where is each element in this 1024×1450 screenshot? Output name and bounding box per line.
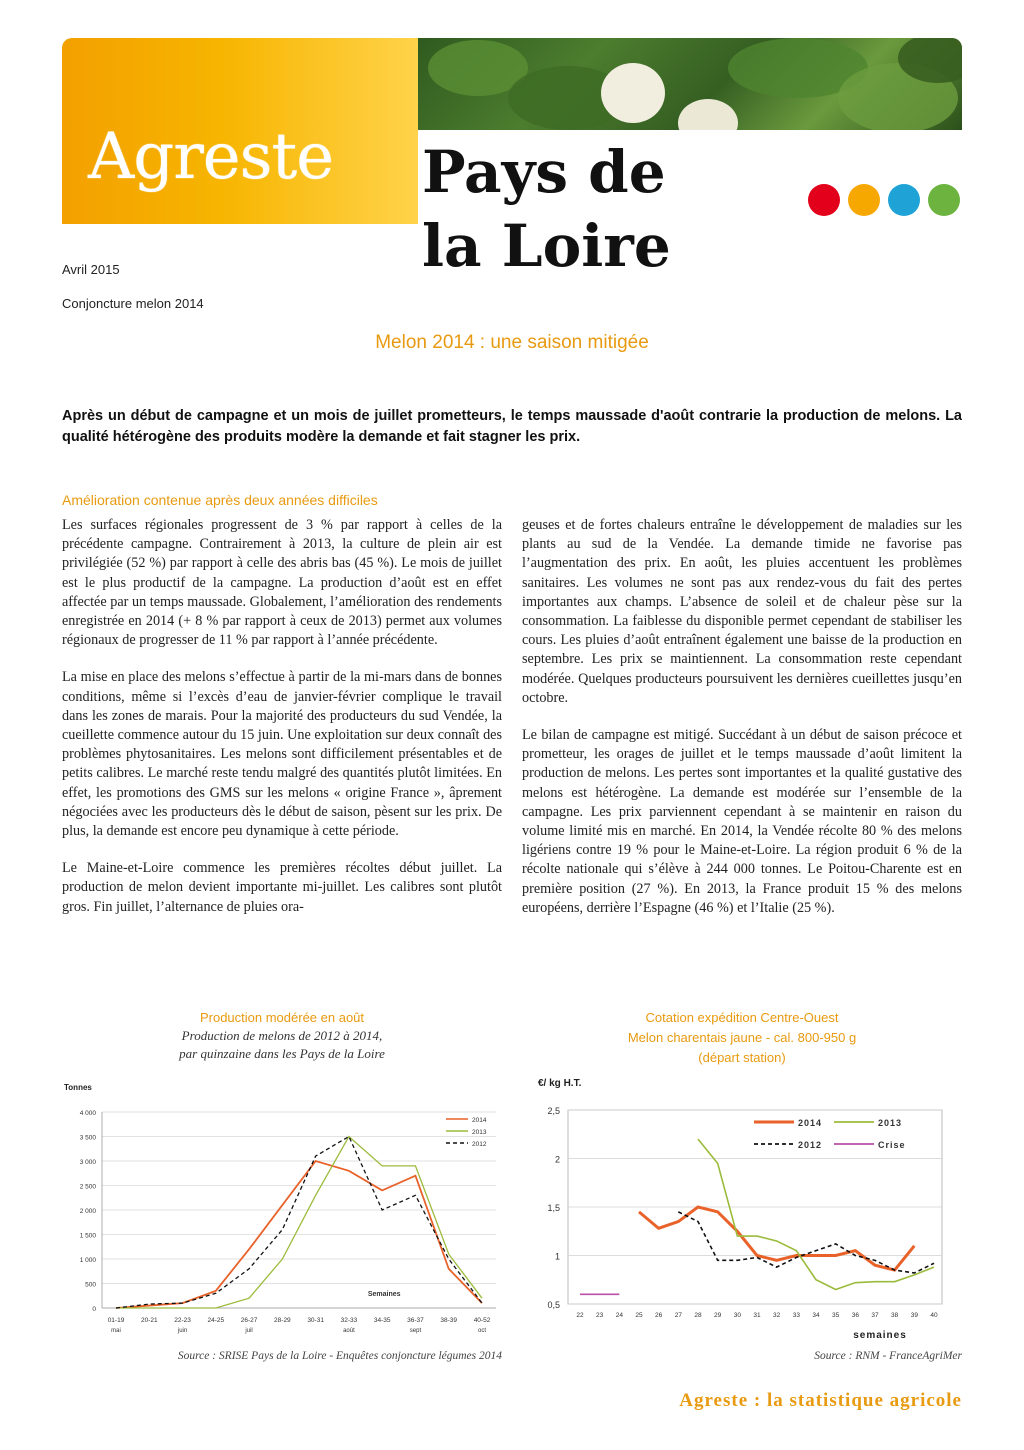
x-tick-label: 38-39 — [440, 1317, 458, 1324]
x-tick-label: 40 — [930, 1312, 938, 1319]
y-tick-label: 2,5 — [547, 1106, 560, 1116]
chart1-subtitle-line1: Production de melons de 2012 à 2014, — [181, 1028, 383, 1043]
header-photo — [418, 38, 962, 130]
x-tick-label: 01-19 — [107, 1317, 125, 1324]
x-tick-label: 39 — [910, 1312, 918, 1319]
article-title: Melon 2014 : une saison mitigée — [375, 332, 649, 353]
footer-tagline: Agreste : la statistique agricole — [679, 1390, 962, 1411]
x-tick-label: 32-33 — [340, 1317, 358, 1324]
blue-dot-icon — [888, 184, 920, 216]
series-line-2013 — [116, 1137, 482, 1309]
chart2-subtitle-line1: Melon charentais jaune - cal. 800-950 g — [627, 1030, 857, 1045]
x-tick-label: 22 — [576, 1312, 584, 1319]
x-tick-label: 23 — [596, 1312, 604, 1319]
x-tick-label: 26 — [655, 1312, 663, 1319]
x-tick-label: 30-31 — [307, 1317, 324, 1324]
x-tick-label: 28 — [694, 1312, 702, 1319]
document-topic: Conjoncture melon 2014 — [62, 296, 204, 311]
x-tick-label: 34 — [812, 1312, 820, 1319]
chart2-subtitle-line2: (départ station) — [698, 1050, 786, 1065]
x-month-label: juil — [245, 1328, 253, 1334]
y-axis-label: €/ kg H.T. — [538, 1078, 582, 1089]
paragraph: Le Maine-et-Loire commence les premières récoltes début juillet. La production de melon devient importante mi-juillet. Les calibres sont plutôt gros. Fin juillet, l’alternance de pluies ora- — [62, 860, 502, 915]
legend-label: 2013 — [472, 1129, 487, 1136]
y-tick-label: 2 000 — [79, 1208, 96, 1215]
x-tick-label: 29 — [714, 1312, 722, 1319]
x-tick-label: 40-52 — [473, 1317, 491, 1324]
x-tick-label: 24-25 — [207, 1317, 225, 1324]
green-dot-icon — [928, 184, 960, 216]
article-lead: Après un début de campagne et un mois de juillet prometteurs, le temps maussade d'août contrarie la production de melons. La qualité hétérogène des produits modère la demande et fait stagner les prix. — [62, 408, 962, 445]
x-tick-label: 26-27 — [240, 1317, 258, 1324]
orange-dot-icon — [848, 184, 880, 216]
agreste-logo: Agreste — [88, 120, 334, 194]
x-tick-label: 36-37 — [407, 1317, 424, 1324]
paragraph: geuses et de fortes chaleurs entraîne le développement de maladies sur les plants au sud de la Vendée. La demande timide ne favorise pas l’augmentation des prix. En août, les pluies accentuent les problèmes sanitaires. Les volumes ne sont pas aux rendez-vous du fait des pertes importantes aux champs. L’absence de soleil et de chaleur pèse sur la consommation. La faiblesse du disponible permet cependant de stabiliser les cours. Les pluies d’août entraînent également une baisse de la production en septembre. Les prix se maintiennent. La consommation reste cependant modérée. Quelques producteurs poursuivent les dernières cueillettes jusqu’en octobre. — [522, 517, 962, 706]
legend-label: 2013 — [878, 1118, 903, 1128]
red-dot-icon — [808, 184, 840, 216]
series-line-2012 — [116, 1137, 482, 1309]
y-tick-label: 3 500 — [79, 1134, 96, 1142]
text-column-left — [62, 516, 502, 935]
y-axis-label: Tonnes — [64, 1083, 92, 1092]
price-line-chart — [522, 1072, 972, 1344]
x-tick-label: 37 — [871, 1312, 879, 1319]
x-tick-label: 20-21 — [140, 1317, 158, 1324]
x-axis-label: Semaines — [367, 1291, 401, 1298]
chart2-source: Source : RNM - FranceAgriMer — [814, 1350, 962, 1362]
y-tick-label: 0,5 — [547, 1300, 560, 1310]
x-tick-label: 27 — [674, 1312, 682, 1319]
x-tick-label: 38 — [891, 1312, 899, 1319]
legend-label: 2014 — [798, 1118, 823, 1128]
y-tick-label: 1 000 — [79, 1257, 96, 1264]
y-tick-label: 500 — [85, 1281, 96, 1289]
x-tick-label: 22-23 — [174, 1317, 191, 1324]
x-tick-label: 34-35 — [373, 1317, 391, 1324]
x-tick-label: 31 — [753, 1312, 761, 1319]
paragraph: La mise en place des melons s’effectue à partir de la mi-mars dans de bonnes conditions, même si l’excès d’eau de janvier-février complique le travail dans les zones de marais. Pour la majorité des producteurs du sud Vendée, la cueillette commence autour du 15 juin. Une exploitation sur deux connaît des problèmes phytosanitaires. Les melons sont difficilement présentables et de petits calibres. Le marché reste tendu malgré des quantités plutôt limitées. En effet, les promotions des GMS sur les melons « origine France », âprement négociées avec les producteurs dès le début de saison, pèsent sur les prix. De plus, la demande est encore peu dynamique à cette période. — [62, 669, 502, 840]
chart2-title: Cotation expédition Centre-Ouest — [645, 1010, 839, 1025]
y-tick-label: 1 500 — [79, 1232, 96, 1240]
x-month-label: juin — [177, 1328, 188, 1334]
paragraph: Le bilan de campagne est mitigé. Succédant à un début de saison précoce et prometteur, les orages de juillet et le temps maussade d’août limitent la production de melons. Les pertes sont importantes et la qualité gustative des melons est hétérogène. La demande est modérée sur l’ensemble de la campagne. Les prix parviennent cependant à se maintenir en raison du volume limité mis en marché. En 2014, la Vendée récolte 80 % des melons ligériens contre 19 % pour le Maine-et-Loire. La région produit 6 % de la récolte nationale qui s’élève à 244 000 tonnes. Le Poitou-Charente est en première position (27 %). En 2013, la France produit 15 % des melons européens, derrière l’Espagne (46 %) et l’Italie (25 %). — [522, 727, 962, 916]
x-tick-label: 28-29 — [274, 1317, 291, 1324]
x-tick-label: 36 — [851, 1312, 859, 1319]
publication-date: Avril 2015 — [62, 262, 120, 277]
legend-label: 2012 — [798, 1140, 823, 1150]
legend-label: 2014 — [472, 1117, 487, 1124]
text-column-right — [522, 516, 962, 936]
legend-label: Crise — [878, 1140, 906, 1150]
x-month-label: oct — [477, 1328, 487, 1334]
production-line-chart — [56, 1072, 506, 1344]
chart1-source: Source : SRISE Pays de la Loire - Enquêtes conjoncture légumes 2014 — [177, 1350, 502, 1362]
x-axis-label: semaines — [853, 1330, 907, 1341]
x-tick-label: 30 — [733, 1312, 741, 1319]
y-tick-label: 0 — [92, 1306, 96, 1313]
y-tick-label: 1 — [554, 1251, 560, 1262]
y-tick-label: 1,5 — [547, 1203, 560, 1213]
x-tick-label: 35 — [832, 1312, 840, 1319]
x-month-label: sept — [409, 1328, 422, 1334]
x-tick-label: 24 — [615, 1312, 623, 1319]
melon-field-image — [418, 38, 962, 130]
region-title-line1: Pays de — [422, 138, 666, 206]
legend-label: 2012 — [472, 1141, 487, 1148]
paragraph: Les surfaces régionales progressent de 3 % par rapport à celles de la précédente campagne. Contrairement à 2013, la culture de plein air est privilégiée (52 %) par rapport à celle des abris bas (45 %). Le mois de juillet est le plus productif de la campagne. La production d’août est en effet affectée par un temps maussade. Globalement, l’amélioration des rendements enregistrée en 2014 (+ 8 % par rapport à ceux de 2013) permet aux volumes régionaux de progresser de 11 % par rapport à l’année précédente. — [62, 517, 502, 649]
x-tick-label: 25 — [635, 1312, 643, 1319]
region-title-line2: la Loire — [422, 212, 671, 280]
section-heading: Amélioration contenue après deux années difficiles — [62, 492, 378, 508]
chart1-title: Production modérée en août — [199, 1010, 365, 1025]
x-month-label: août — [343, 1328, 355, 1334]
y-tick-label: 4 000 — [79, 1110, 96, 1117]
x-tick-label: 33 — [792, 1312, 800, 1319]
x-month-label: mai — [111, 1328, 121, 1334]
x-tick-label: 32 — [773, 1312, 781, 1319]
chart1-subtitle-line2: par quinzaine dans les Pays de la Loire — [179, 1046, 385, 1061]
y-tick-label: 2 500 — [79, 1183, 96, 1191]
y-tick-label: 3 000 — [79, 1159, 96, 1166]
y-tick-label: 2 — [554, 1154, 560, 1165]
